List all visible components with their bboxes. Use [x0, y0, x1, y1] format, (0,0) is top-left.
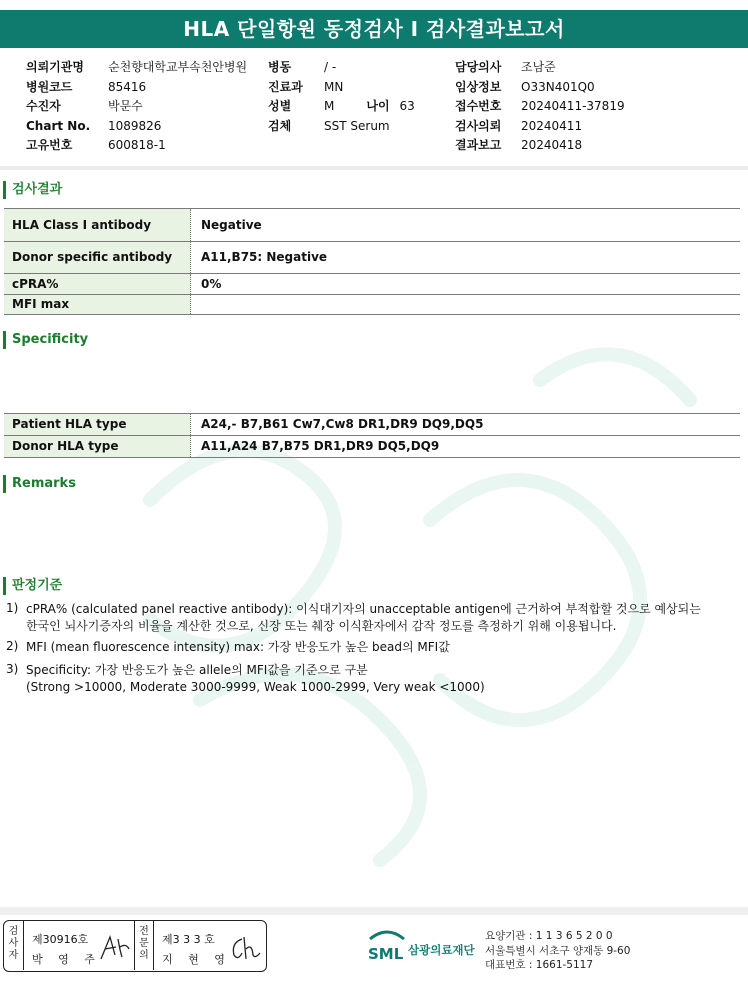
row-value: A11,A24 B7,B75 DR1,DR9 DQ5,DQ9: [201, 439, 440, 453]
examiner-name: 박 영 주: [32, 953, 101, 966]
info-label: 접수번호: [455, 99, 502, 113]
info-value: SST Serum: [324, 118, 390, 133]
role-char: 전: [139, 926, 149, 937]
age-label: 나이: [366, 99, 390, 113]
info-row-chart-no: [26, 117, 247, 137]
reviewer-role: [134, 921, 154, 970]
info-value: 20240411-37819: [521, 99, 625, 113]
info-value: 순천향대학교부속천안병원: [108, 60, 248, 74]
contact-line: 대표번호 : 1661-5117: [485, 959, 594, 971]
row-value: A24,- B7,B61 Cw7,Cw8 DR1,DR9 DQ9,DQ5: [201, 417, 484, 431]
row-value: A11,B75: Negative: [201, 250, 328, 264]
info-label: 담당의사: [455, 60, 502, 74]
contact-info: [485, 929, 630, 973]
item-line: (Strong >10000, Moderate 3000-9999, Weak 1000-2999, Very weak <1000): [26, 679, 485, 694]
contact-line: 요양기관 : 1 1 3 6 5 2 0 0: [485, 930, 613, 942]
item-text: [26, 662, 485, 695]
info-label: 결과보고: [455, 138, 502, 152]
item-number: 1): [6, 601, 19, 615]
info-value: MN: [324, 79, 344, 94]
info-label: 검체: [268, 118, 292, 133]
item-line: cPRA% (calculated panel reactive antibody): 이식대기자의 unacceptable antigen에 근거하여 부적합할 것으로 예상되는: [26, 602, 701, 616]
table-row: [4, 413, 740, 436]
specificity-table: [4, 413, 740, 458]
examiner-cell: [26, 921, 134, 970]
item-text: [26, 639, 450, 656]
info-label: 병동: [268, 60, 292, 74]
table-row: [4, 436, 740, 458]
examiner-signature-icon: [98, 933, 132, 963]
row-label: MFI max: [4, 295, 191, 314]
signature-box: [3, 920, 267, 972]
info-value: 조남준: [521, 60, 556, 74]
info-value: 1089826: [108, 118, 162, 133]
report-info: [455, 58, 625, 156]
row-value: [191, 295, 740, 314]
role-char: 검: [8, 926, 19, 937]
row-label: HLA Class I antibody: [4, 209, 191, 241]
sml-logo-icon: [366, 929, 408, 967]
info-row-patient: [26, 97, 247, 117]
info-value: O33N401Q0: [521, 79, 595, 94]
info-value: 20240411: [521, 118, 583, 133]
info-row-physician: [455, 58, 625, 78]
info-row-hospital-code: [26, 78, 247, 98]
info-label: 성별: [268, 99, 292, 113]
info-label: 수진자: [26, 99, 61, 113]
contact-line: 서울특별시 서초구 양재동 9-60: [485, 944, 631, 957]
row-label: Donor HLA type: [4, 436, 191, 457]
role-char: 문: [139, 938, 149, 949]
row-value: 0%: [201, 277, 222, 291]
section-criteria-title: 판정기준: [3, 577, 62, 595]
info-row-clinical: [455, 78, 625, 98]
item-text: [26, 601, 701, 634]
reviewer-license: 제3 3 3 호: [162, 933, 215, 946]
examiner-license: 제30916호: [32, 933, 89, 946]
table-row: [4, 274, 740, 295]
footer-divider: [0, 907, 748, 915]
patient-info: [26, 58, 247, 156]
info-label: 병원코드: [26, 79, 73, 94]
info-row-department: [268, 78, 415, 98]
item-line: Specificity: 가장 반응도가 높은 allele의 MFI값을 기준으로 구분: [26, 663, 368, 677]
ward-info: [268, 58, 415, 136]
item-line: MFI (mean fluorescence intensity) max: 가장 반응도가 높은 bead의 MFI값: [26, 640, 450, 654]
info-value: M: [324, 99, 335, 113]
report-title: HLA 단일항원 동정검사 I 검사결과보고서: [0, 10, 748, 48]
divider: [0, 166, 748, 170]
section-specificity-title: Specificity: [3, 331, 88, 349]
row-value: Negative: [201, 218, 262, 232]
examiner-role: [4, 921, 24, 970]
table-row: [4, 295, 740, 315]
item-number: 3): [6, 662, 19, 676]
info-row-sex-age: [268, 97, 415, 117]
info-value: 85416: [108, 79, 147, 94]
table-row: [4, 242, 740, 274]
role-char: 의: [139, 950, 149, 961]
info-value: 박문수: [108, 99, 143, 113]
info-row-specimen: [268, 117, 415, 137]
row-label: Donor specific antibody: [4, 242, 191, 273]
role-char: 자: [8, 950, 19, 961]
info-label: 검사의뢰: [455, 118, 502, 133]
section-remarks-title: Remarks: [3, 475, 76, 493]
info-row-report: [455, 136, 625, 156]
info-value: 600818-1: [108, 138, 166, 152]
reviewer-cell: [156, 921, 266, 970]
info-label: 임상정보: [455, 79, 502, 94]
section-results-title: 검사결과: [3, 181, 62, 199]
info-value: / -: [324, 60, 337, 74]
row-label: cPRA%: [4, 274, 191, 294]
results-table: [4, 208, 740, 315]
reviewer-name: 지 현 영: [162, 953, 231, 966]
row-label: Patient HLA type: [4, 414, 191, 435]
org-name: 삼광의료재단: [408, 943, 475, 957]
info-row-receipt: [455, 97, 625, 117]
item-line: 한국인 뇌사기증자의 비율을 계산한 것으로, 신장 또는 췌장 이식환자에서 감작 정도를 측정하기 위해 이용됩니다.: [26, 618, 617, 633]
info-row-ward: [268, 58, 415, 78]
info-row-institution: [26, 58, 247, 78]
age-value: 63: [399, 99, 415, 113]
info-value: 20240418: [521, 138, 583, 152]
info-label: Chart No.: [26, 118, 91, 133]
info-row-unique-no: [26, 136, 247, 156]
info-label: 진료과: [268, 79, 303, 94]
role-char: 사: [8, 938, 19, 949]
info-row-request: [455, 117, 625, 137]
info-label: 의뢰기관명: [26, 60, 84, 74]
item-number: 2): [6, 639, 19, 653]
info-label: 고유번호: [26, 138, 73, 152]
logo-text: SML: [368, 945, 404, 963]
reviewer-signature-icon: [228, 933, 262, 963]
table-row: [4, 208, 740, 242]
